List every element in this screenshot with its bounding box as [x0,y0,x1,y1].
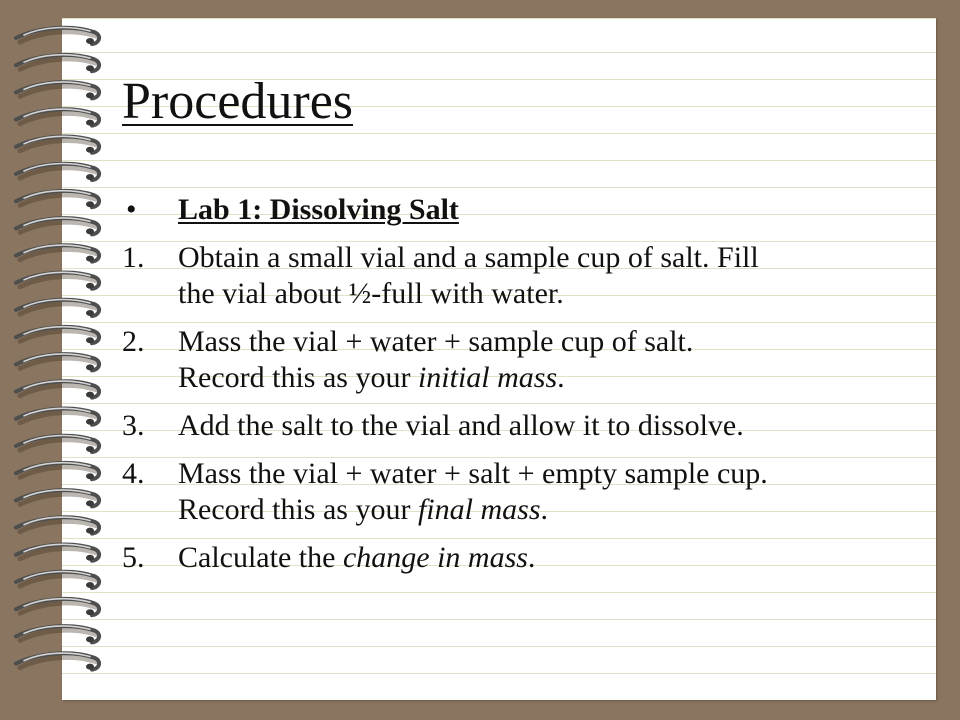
page-title: Procedures [122,73,354,130]
step-number: 3. [122,409,145,442]
step-text-segment: . [540,493,548,526]
spiral-coil [16,490,99,506]
spiral-coil [16,381,99,397]
step-4 [122,456,922,528]
spiral-coil [16,436,99,452]
step-text-segment: . [557,361,565,394]
step-line: Add the salt to the vial and allow it to dissolve. [178,409,744,442]
emphasis-term: change in mass [342,541,528,574]
spiral-coil [16,109,99,125]
step-text [178,408,922,444]
step-line [178,492,922,528]
emphasis-term: final mass [417,493,541,526]
lab-heading-item [122,192,922,228]
spiral-coil [16,55,99,71]
step-text-segment: Record this as your [178,493,418,526]
step-line: Mass the vial + water + sample cup of salt. [178,325,694,358]
step-line: Obtain a small vial and a sample cup of salt. Fill [178,241,759,274]
step-5 [122,540,922,576]
step-line [178,360,922,396]
step-text [178,540,922,576]
step-text-segment: Calculate the [178,541,343,574]
spiral-coil [16,191,99,207]
step-text [178,240,922,312]
spiral-coil [16,653,99,669]
step-number: 5. [122,541,145,574]
step-3 [122,408,922,444]
spiral-coil [16,544,99,560]
step-line: Mass the vial + water + salt + empty sample cup. [178,457,768,490]
procedure-list [122,192,922,588]
spiral-coil [16,300,99,316]
emphasis-term: initial mass [417,361,558,394]
step-line: the vial about ½-full with water. [178,277,564,310]
step-text [178,324,922,396]
step-line [178,540,922,576]
spiral-binding-icon [0,0,130,720]
step-number: 1. [122,241,145,274]
spiral-coil [16,354,99,370]
spiral-coil [16,408,99,424]
step-number: 2. [122,325,145,358]
spiral-coil [16,463,99,479]
step-2 [122,324,922,396]
spiral-coil [16,164,99,180]
step-1 [122,240,922,312]
spiral-coil [16,599,99,615]
spiral-coil [16,272,99,288]
bullet-marker: • [126,193,137,226]
step-number: 4. [122,457,145,490]
step-text [178,456,922,528]
spiral-coil [16,572,99,588]
spiral-coil [16,136,99,152]
spiral-coil [16,28,99,44]
spiral-coil [16,82,99,98]
spiral-coil [16,327,99,343]
spiral-coil [16,517,99,533]
spiral-coil [16,626,99,642]
lab-heading: Lab 1: Dissolving Salt [178,193,459,226]
step-text-segment: Record this as your [178,361,418,394]
spiral-coil [16,245,99,261]
spiral-coil [16,218,99,234]
step-text-segment: . [527,541,536,574]
